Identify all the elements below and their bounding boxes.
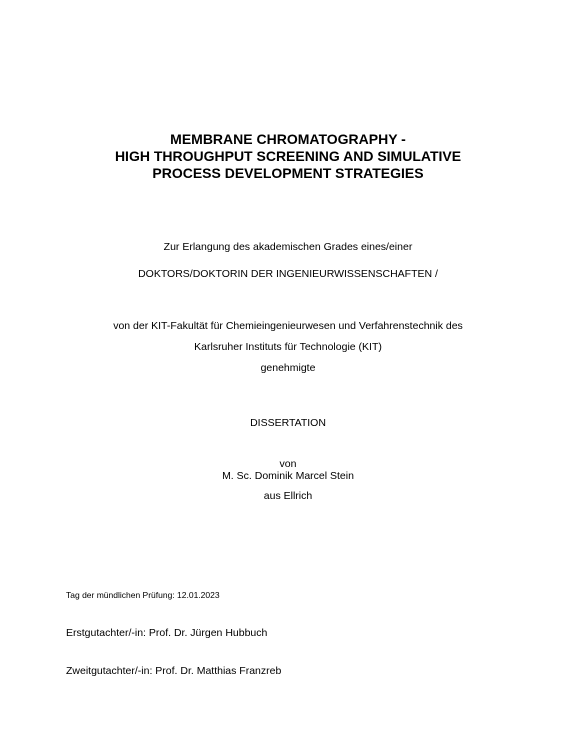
degree-purpose: Zur Erlangung des akademischen Grades eines/einer <box>163 241 413 253</box>
author-von: von <box>279 458 297 470</box>
second-reviewer: Zweitgutachter/-in: Prof. Dr. Matthias Franzreb <box>66 665 282 677</box>
title-line-3: PROCESS DEVELOPMENT STRATEGIES <box>152 165 424 181</box>
faculty-line-2: Karlsruher Instituts für Technologie (KIT) <box>194 341 382 353</box>
first-reviewer: Erstgutachter/-in: Prof. Dr. Jürgen Hubbuch <box>66 627 268 639</box>
faculty-line-1: von der KIT-Fakultät für Chemieingenieurwesen und Verfahrenstechnik des <box>113 320 463 332</box>
author-origin: aus Ellrich <box>263 490 313 502</box>
thesis-title <box>0 131 576 182</box>
approval-word: genehmigte <box>260 362 316 374</box>
document-type: DISSERTATION <box>250 417 326 429</box>
title-line-1: MEMBRANE CHROMATOGRAPHY - <box>170 131 406 147</box>
exam-date: Tag der mündlichen Prüfung: 12.01.2023 <box>66 590 220 600</box>
title-line-2: HIGH THROUGHPUT SCREENING AND SIMULATIVE <box>114 148 462 164</box>
degree-name: DOKTORS/DOKTORIN DER INGENIEURWISSENSCHAFTEN / <box>138 268 438 280</box>
author-name: M. Sc. Dominik Marcel Stein <box>222 470 354 482</box>
